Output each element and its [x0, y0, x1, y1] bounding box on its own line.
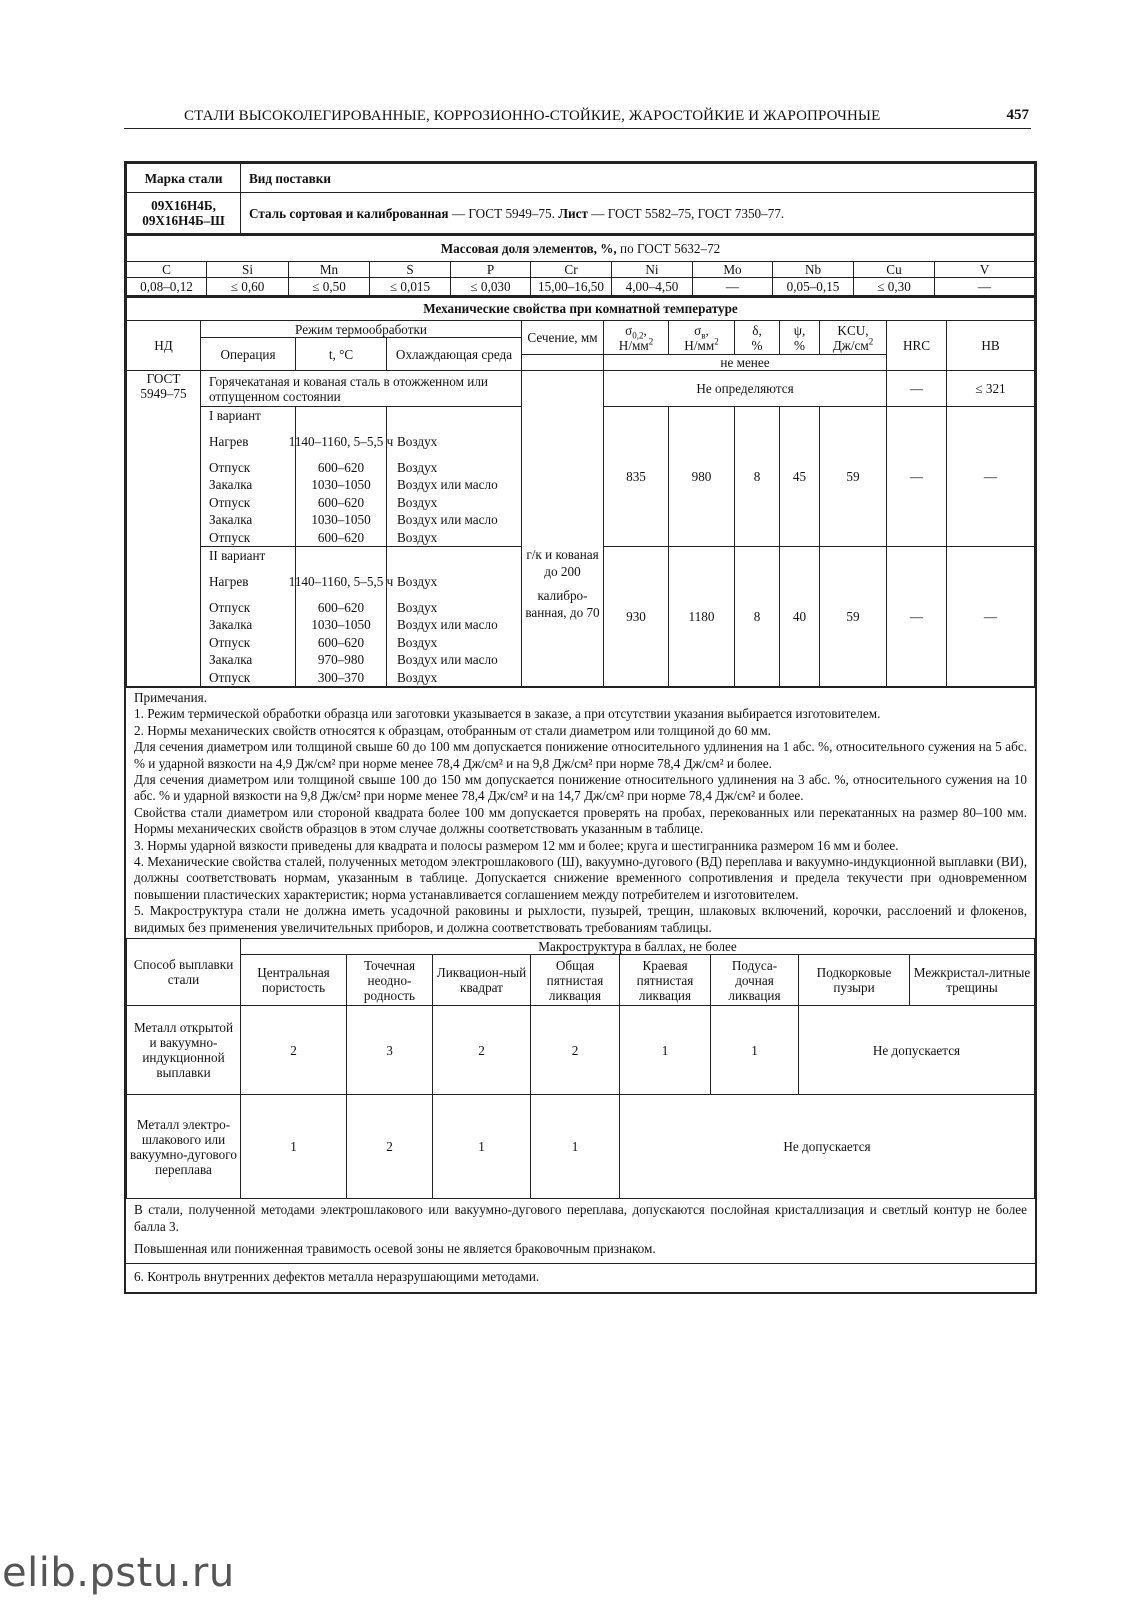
note-5: 5. Макроструктура стали не должна иметь усадочной раковины и рыхлости, пузырей, трещин, шлаковых включений, корочки, расслоений и флокенов, видимых без применения увеличительных приборов, и должна соответствовать требованиям таблицы. [134, 903, 1027, 935]
annealed-text: Горячекатаная и кованая сталь в отожженном или отпущенном состоянии [201, 371, 522, 407]
v2-s02: 930 [604, 547, 669, 687]
element-0: C [127, 261, 207, 277]
element-10: V [935, 261, 1035, 277]
v1-kcu: 59 [820, 407, 887, 547]
section-2: калибро-ванная, до 70 [525, 587, 600, 620]
element-value-6: 4,00–4,50 [612, 277, 693, 295]
macro-r1-v2: 2 [433, 1006, 531, 1095]
note-2b: Для сечения диаметром или толщиной свыше 100 до 150 мм допускается понижение относительного удлинения на 3 абс. %, относительного сужения на 10 абс. % и ударной вязкости на 9,8 Дж/см² при норме менее 78,4 Дж/см² и на 14,7 Дж/см² при норме 78,4 Дж/см² и более. [134, 772, 1027, 804]
v2-temps [288, 547, 394, 687]
macro-r1-v4: 1 [620, 1006, 711, 1095]
element-2: Mn [289, 261, 370, 277]
element-5: Cr [531, 261, 612, 277]
element-value-4: ≤ 0,030 [451, 277, 531, 295]
element-value-3: ≤ 0,015 [370, 277, 451, 295]
v1-medium-4: Воздух или масло [397, 512, 498, 527]
v2-op-5: Отпуск [209, 669, 251, 685]
element-9: Cu [854, 261, 935, 277]
v1-temp-1: 600–620 [317, 459, 365, 475]
running-header-title: СТАЛИ ВЫСОКОЛЕГИРОВАННЫЕ, КОРРОЗИОННО-СТОЙКИЕ, ЖАРОСТОЙКИЕ И ЖАРОПРОЧНЫЕ [184, 108, 881, 124]
v2-kcu: 59 [820, 547, 887, 687]
element-value-7: — [693, 277, 773, 295]
macro-notes [126, 1199, 1035, 1263]
macro-row-1-method: Металл открытой и вакуумно-индукционной выплавки [127, 1006, 241, 1095]
note-4: 4. Механические свойства сталей, полученных методом электрошлакового (Ш), вакуумно-дугового (ВД) переплава и вакуумно-индукционной выплавки (ВИ), должны соответствовать нормам, указанным в таблице. Допускается снижение временного сопротивления и предела текучести при одновременном повышении пластических характеристик; норма устанавливается соглашением между потребителем и изготовителем. [134, 854, 1027, 902]
element-value-9: ≤ 0,30 [854, 277, 935, 295]
composition-title-rest: по ГОСТ 5632–72 [616, 240, 721, 256]
v2-temp-0: 1140–1160, 5–5,5 ч [288, 574, 394, 589]
h-mode: Режим термообработки [201, 321, 522, 338]
macro-note-3: 6. Контроль внутренних дефектов металла неразрушающими методами. [134, 1269, 540, 1285]
macro-col-6: Подкорковые пузыри [799, 955, 910, 1006]
v1-op-5: Отпуск [209, 529, 251, 545]
mech-title: Механические свойства при комнатной температуре [127, 297, 1035, 321]
v2-delta: 8 [735, 547, 780, 687]
macro-col-3: Общая пятнистая ликвация [531, 955, 620, 1006]
note-2: 2. Нормы механических свойств относятся к образцам, отобранным от стали диаметром или толщиной до 60 мм. [134, 722, 771, 738]
v1-hrc: — [887, 407, 947, 547]
v2-op-0: Нагрев [209, 574, 249, 589]
macro-note-3-block [126, 1263, 1035, 1291]
macro-note-2: Повышенная или пониженная травимость осевой зоны не является браковочным признаком. [134, 1240, 656, 1256]
note-2c: Свойства стали диаметром или стороной квадрата более 100 мм допускается проверять на пробах, перекованных или перекатанных на размер 80–100 мм. Нормы механических свойств образцов в этом случае должны соответствовать указанным в таблице. [134, 804, 1027, 837]
v1-name-spacer-m [397, 407, 518, 425]
element-value-1: ≤ 0,60 [207, 277, 289, 295]
notes-block [126, 687, 1035, 938]
element-value-8: 0,05–0,15 [773, 277, 854, 295]
v1-name: I вариант [209, 408, 261, 423]
v1-op-2: Закалка [209, 477, 253, 492]
v1-medium-2: Воздух или масло [397, 477, 498, 492]
element-value-0: 0,08–0,12 [127, 277, 207, 295]
nd-value: ГОСТ 5949–75 [127, 371, 201, 687]
delivery-text-1: — ГОСТ 5949–75. [448, 205, 559, 221]
macro-r1-v0: 2 [241, 1006, 347, 1095]
section-cell [522, 371, 604, 687]
h-hb: HB [947, 321, 1035, 371]
h-section-blank [522, 355, 604, 371]
v1-psi: 45 [780, 407, 820, 547]
section-1: г/к и кованая до 200 [526, 546, 599, 579]
h-min: не менее [604, 355, 887, 371]
annealed-hrc: — [887, 371, 947, 407]
macro-r2-v1: 2 [347, 1095, 433, 1199]
delivery-text [241, 193, 1035, 234]
v2-ops [201, 547, 296, 687]
element-value-2: ≤ 0,50 [289, 277, 370, 295]
v1-name-spacer [299, 407, 383, 425]
v2-sv: 1180 [669, 547, 735, 687]
element-1: Si [207, 261, 289, 277]
v2-temp-4: 970–980 [317, 652, 365, 667]
v1-op-0: Нагрев [209, 434, 249, 449]
v2-op-1: Отпуск [209, 599, 251, 615]
v2-medium-5: Воздух [397, 669, 438, 685]
macro-r1-v1: 3 [347, 1006, 433, 1095]
macro-r1-v5: 1 [711, 1006, 799, 1095]
v1-s02: 835 [604, 407, 669, 547]
v2-temp-5: 300–370 [317, 669, 365, 685]
v1-temp-5: 600–620 [317, 529, 365, 545]
macro-col-1: Точечная неодно-родность [347, 955, 433, 1006]
macro-col-4: Краевая пятнистая ликвация [620, 955, 711, 1006]
page-number: 457 [1006, 107, 1029, 123]
h-s02: $\sigma_{0,2}$, $Н/мм^2$ [604, 321, 669, 355]
note-2a: Для сечения диаметром или толщиной свыше 60 до 100 мм допускается понижение относительного удлинения на 1 абс. %, относительного сужения на 5 абс. % и ударной вязкости на 4,9 Дж/см² при норме менее 78,4 Дж/см² и на 9,8 Дж/см² при норме 78,4 Дж/см² и более. [134, 739, 1027, 771]
element-4: P [451, 261, 531, 277]
macro-h-method: Способ выплавки стали [127, 939, 241, 1006]
composition-table [126, 234, 1035, 296]
v1-medium-1: Воздух [397, 459, 438, 475]
v2-name: II вариант [209, 548, 266, 563]
v2-temp-1: 600–620 [317, 599, 365, 615]
v2-medium-0: Воздух [397, 574, 438, 589]
v1-medium-0: Воздух [397, 434, 438, 449]
v1-temp-2: 1030–1050 [311, 477, 371, 492]
macro-r2-v0: 1 [241, 1095, 347, 1199]
v2-name-spacer [299, 547, 383, 565]
v1-medium-3: Воздух [397, 494, 438, 510]
element-value-5: 15,00–16,50 [531, 277, 612, 295]
note-1: 1. Режим термической обработки образца или заготовки указывается в заказе, а при отсутствии указания выбирается изготовителем. [134, 706, 881, 722]
v2-medium-2: Воздух или масло [397, 617, 498, 632]
annealed-hb: ≤ 321 [947, 371, 1035, 407]
v1-temp-3: 600–620 [317, 494, 365, 510]
v1-op-1: Отпуск [209, 459, 251, 475]
h-nd: НД [127, 321, 201, 371]
v1-op-4: Закалка [209, 512, 253, 527]
v2-op-3: Отпуск [209, 634, 251, 650]
v2-op-2: Закалка [209, 617, 253, 632]
h-operation: Операция [201, 338, 296, 371]
watermark: elib.pstu.ru [2, 1550, 235, 1596]
delivery-label: Вид поставки [241, 164, 1035, 193]
steel-sheet [124, 161, 1037, 1294]
composition-title-bold: Массовая доля элементов, %, [440, 240, 617, 256]
macro-col-0: Центральная пористость [241, 955, 347, 1006]
grade-name: 09Х16Н4Б, 09Х16Н4Б–Ш [127, 193, 241, 234]
macro-r2-rest: Не допускается [620, 1095, 1035, 1199]
v1-op-3: Отпуск [209, 494, 251, 510]
not-determined: Не определяются [604, 371, 887, 407]
h-kcu: KCU, $Дж/см^2$ [820, 321, 887, 355]
macro-table [126, 938, 1035, 1199]
element-3: S [370, 261, 451, 277]
v1-sv: 980 [669, 407, 735, 547]
element-7: Mo [693, 261, 773, 277]
macro-r2-v3: 1 [531, 1095, 620, 1199]
v2-media [387, 547, 522, 687]
h-hrc: HRC [887, 321, 947, 371]
v2-hb: — [947, 547, 1035, 687]
v1-media [387, 407, 522, 547]
grade-table [126, 163, 1035, 234]
h-sv: $\sigma_в$, $Н/мм^2$ [669, 321, 735, 355]
macro-col-2: Ликвацион-ный квадрат [433, 955, 531, 1006]
running-header [124, 106, 1031, 129]
v1-hb: — [947, 407, 1035, 547]
v2-medium-4: Воздух или масло [397, 652, 498, 667]
v2-temp-3: 600–620 [317, 634, 365, 650]
delivery-text-2: — ГОСТ 5582–75, ГОСТ 7350–77. [587, 205, 785, 221]
h-medium: Охлаждающая среда [387, 338, 522, 371]
v2-hrc: — [887, 547, 947, 687]
v2-medium-3: Воздух [397, 634, 438, 650]
note-3: 3. Нормы ударной вязкости приведены для квадрата и полосы размером 12 мм и более; круга и шестигранника размером 16 мм и более. [134, 837, 899, 853]
macro-h-title: Макроструктура в баллах, не более [241, 939, 1035, 955]
composition-title [127, 235, 1035, 261]
delivery-bold-2: Лист [558, 205, 588, 221]
v2-psi: 40 [780, 547, 820, 687]
macro-col-7: Межкристал-литные трещины [910, 955, 1035, 1006]
element-8: Nb [773, 261, 854, 277]
macro-note-1: В стали, полученной методами электрошлакового или вакуумно-дугового переплава, допускаются послойная кристаллизация и светлый контур не более балла 3. [134, 1202, 1027, 1234]
h-psi: ψ, % [780, 321, 820, 355]
macro-col-5: Подуса-дочная ликвация [711, 955, 799, 1006]
macro-row-2-method: Металл электро-шлакового или вакуумно-дугового переплава [127, 1095, 241, 1199]
element-value-10: — [935, 277, 1035, 295]
v1-temp-0: 1140–1160, 5–5,5 ч [288, 434, 394, 449]
macro-r1-v3: 2 [531, 1006, 620, 1095]
v1-temp-4: 1030–1050 [311, 512, 371, 527]
h-section: Сечение, мм [522, 321, 604, 355]
v1-temps [288, 407, 394, 547]
v2-temp-2: 1030–1050 [311, 617, 371, 632]
v2-op-4: Закалка [209, 652, 253, 667]
v2-medium-1: Воздух [397, 599, 438, 615]
notes-heading: Примечания. [134, 690, 208, 705]
macro-r2-v2: 1 [433, 1095, 531, 1199]
macro-r1-rest: Не допускается [799, 1006, 1035, 1095]
grade-label: Марка стали [127, 164, 241, 193]
h-temp: t, °C [296, 338, 387, 371]
element-6: Ni [612, 261, 693, 277]
v1-delta: 8 [735, 407, 780, 547]
v2-name-spacer-m [397, 547, 518, 565]
v1-medium-5: Воздух [397, 529, 438, 545]
delivery-bold-1: Сталь сортовая и калиброванная [249, 205, 449, 221]
mechanical-table [126, 296, 1035, 688]
v1-ops [201, 407, 296, 547]
h-delta: δ, % [735, 321, 780, 355]
